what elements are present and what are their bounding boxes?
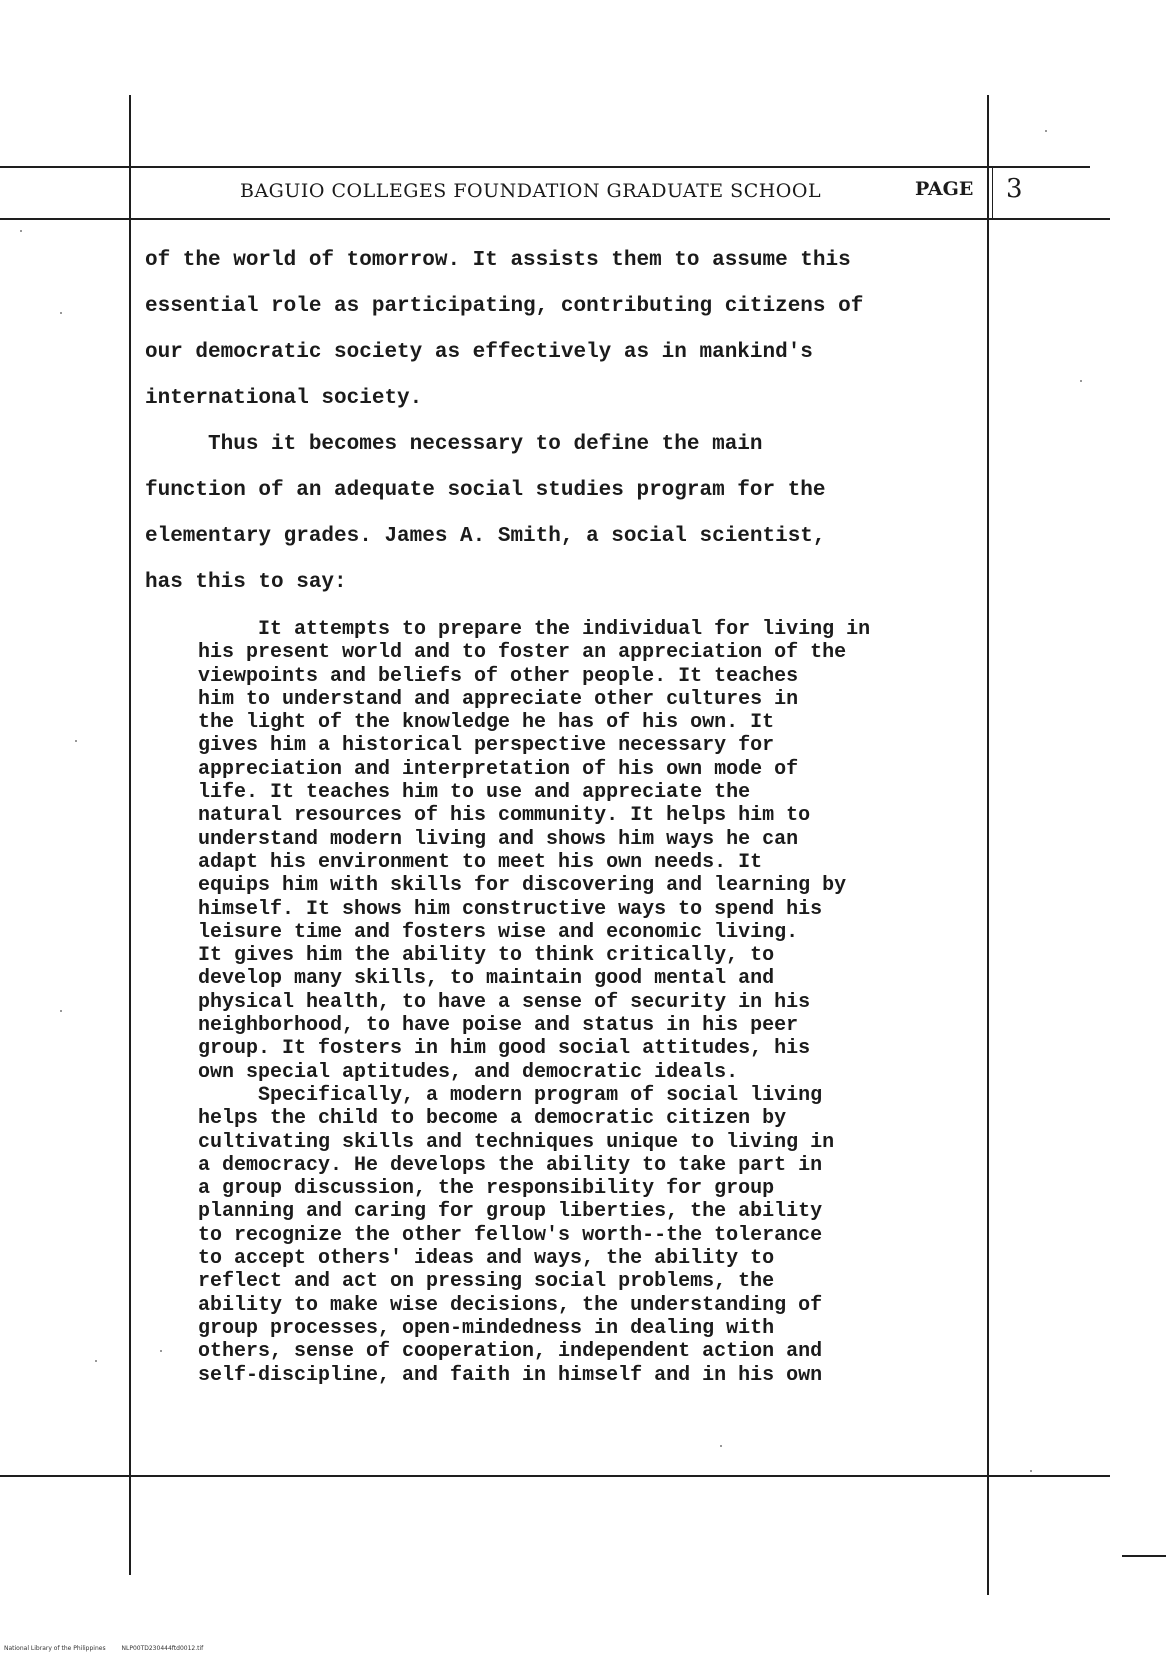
- quote-line: physical health, to have a sense of security in his: [198, 990, 811, 1014]
- quote-line: understand modern living and shows him ways he can: [198, 827, 799, 851]
- quote-line: Specifically, a modern program of social living: [198, 1083, 823, 1107]
- scan-footer: [4, 1645, 217, 1652]
- quote-line: gives him a historical perspective necessary for: [198, 734, 775, 758]
- text-line: elementary grades. James A. Smith, a social scientist,: [145, 525, 826, 548]
- quote-line: to recognize the other fellow's worth--the tolerance: [198, 1223, 823, 1247]
- quote-line: him to understand and appreciate other cultures in: [198, 687, 799, 711]
- quote-line: a group discussion, the responsibility for group: [198, 1177, 775, 1201]
- quote-line: natural resources of his community. It helps him to: [198, 804, 811, 828]
- quote-line: group processes, open-mindedness in dealing with: [198, 1316, 775, 1340]
- quote-line: to accept others' ideas and ways, the ability to: [198, 1247, 775, 1271]
- quote-line: reflect and act on pressing social problems, the: [198, 1270, 775, 1294]
- quote-line: adapt his environment to meet his own needs. It: [198, 850, 763, 874]
- right-margin-line: [987, 95, 989, 1595]
- quote-line: develop many skills, to maintain good mental and: [198, 967, 775, 991]
- quote-line: his present world and to foster an appreciation of the: [198, 641, 847, 665]
- scan-speck: [160, 1350, 162, 1352]
- quote-line: others, sense of cooperation, independent action and: [198, 1340, 823, 1364]
- quote-line: neighborhood, to have poise and status in his peer: [198, 1014, 799, 1038]
- quote-line: himself. It shows him constructive ways to spend his: [198, 897, 823, 921]
- quote-line: the light of the knowledge he has of his own. It: [198, 711, 775, 735]
- quote-line: appreciation and interpretation of his own mode of: [198, 757, 799, 781]
- quote-line: a democracy. He develops the ability to take part in: [198, 1153, 823, 1177]
- header-top-line: [0, 166, 1090, 168]
- footer-file-id: NLP00TD230444ftd0012.tif: [121, 1645, 204, 1652]
- left-margin-line: [129, 95, 131, 1575]
- scan-speck: [75, 740, 77, 742]
- text-line: our democratic society as effectively as in mankind's: [145, 341, 813, 364]
- scan-speck: [1080, 380, 1082, 382]
- quote-line: helps the child to become a democratic citizen by: [198, 1107, 787, 1131]
- scan-speck: [20, 230, 22, 232]
- text-line: Thus it becomes necessary to define the main: [145, 433, 763, 456]
- quote-line: leisure time and fosters wise and economic living.: [198, 920, 799, 944]
- quote-line: It gives him the ability to think critically, to: [198, 944, 775, 968]
- text-line: international society.: [145, 387, 423, 410]
- text-line: has this to say:: [145, 571, 347, 594]
- scan-speck: [1030, 1470, 1032, 1472]
- quote-line: equips him with skills for discovering and learning by: [198, 874, 847, 898]
- header-bottom-line: [0, 218, 1110, 220]
- scan-speck: [1045, 130, 1047, 132]
- quote-line: ability to make wise decisions, the understanding of: [198, 1293, 823, 1317]
- scan-speck: [95, 1360, 97, 1362]
- quote-line: viewpoints and beliefs of other people. It teaches: [198, 664, 799, 688]
- footer-library: National Library of the Philippines: [4, 1645, 106, 1652]
- block-quote: [198, 618, 978, 1387]
- institution-header: BAGUIO COLLEGES FOUNDATION GRADUATE SCHOOL: [240, 180, 822, 202]
- page-number: 3: [1006, 174, 1023, 204]
- page-label: PAGE: [915, 178, 974, 200]
- quote-line: cultivating skills and techniques unique to living in: [198, 1130, 835, 1154]
- body-paragraphs: [145, 238, 975, 606]
- text-line: essential role as participating, contributing citizens of: [145, 295, 864, 318]
- quote-line: self-discipline, and faith in himself and in his own: [198, 1363, 823, 1387]
- scan-speck: [60, 312, 62, 314]
- edge-mark: [1122, 1555, 1166, 1557]
- bottom-rule-line: [0, 1475, 1110, 1477]
- quote-line: life. It teaches him to use and appreciate the: [198, 781, 751, 805]
- text-line: function of an adequate social studies program for the: [145, 479, 826, 502]
- page-number-divider: [992, 166, 993, 218]
- quote-line: group. It fosters in him good social attitudes, his: [198, 1037, 811, 1061]
- quote-line: own special aptitudes, and democratic ideals.: [198, 1060, 739, 1084]
- scan-speck: [60, 1010, 62, 1012]
- text-line: of the world of tomorrow. It assists them to assume this: [145, 249, 851, 272]
- scan-speck: [720, 1445, 722, 1447]
- quote-line: It attempts to prepare the individual for living in: [198, 618, 871, 641]
- quote-line: planning and caring for group liberties, the ability: [198, 1200, 823, 1224]
